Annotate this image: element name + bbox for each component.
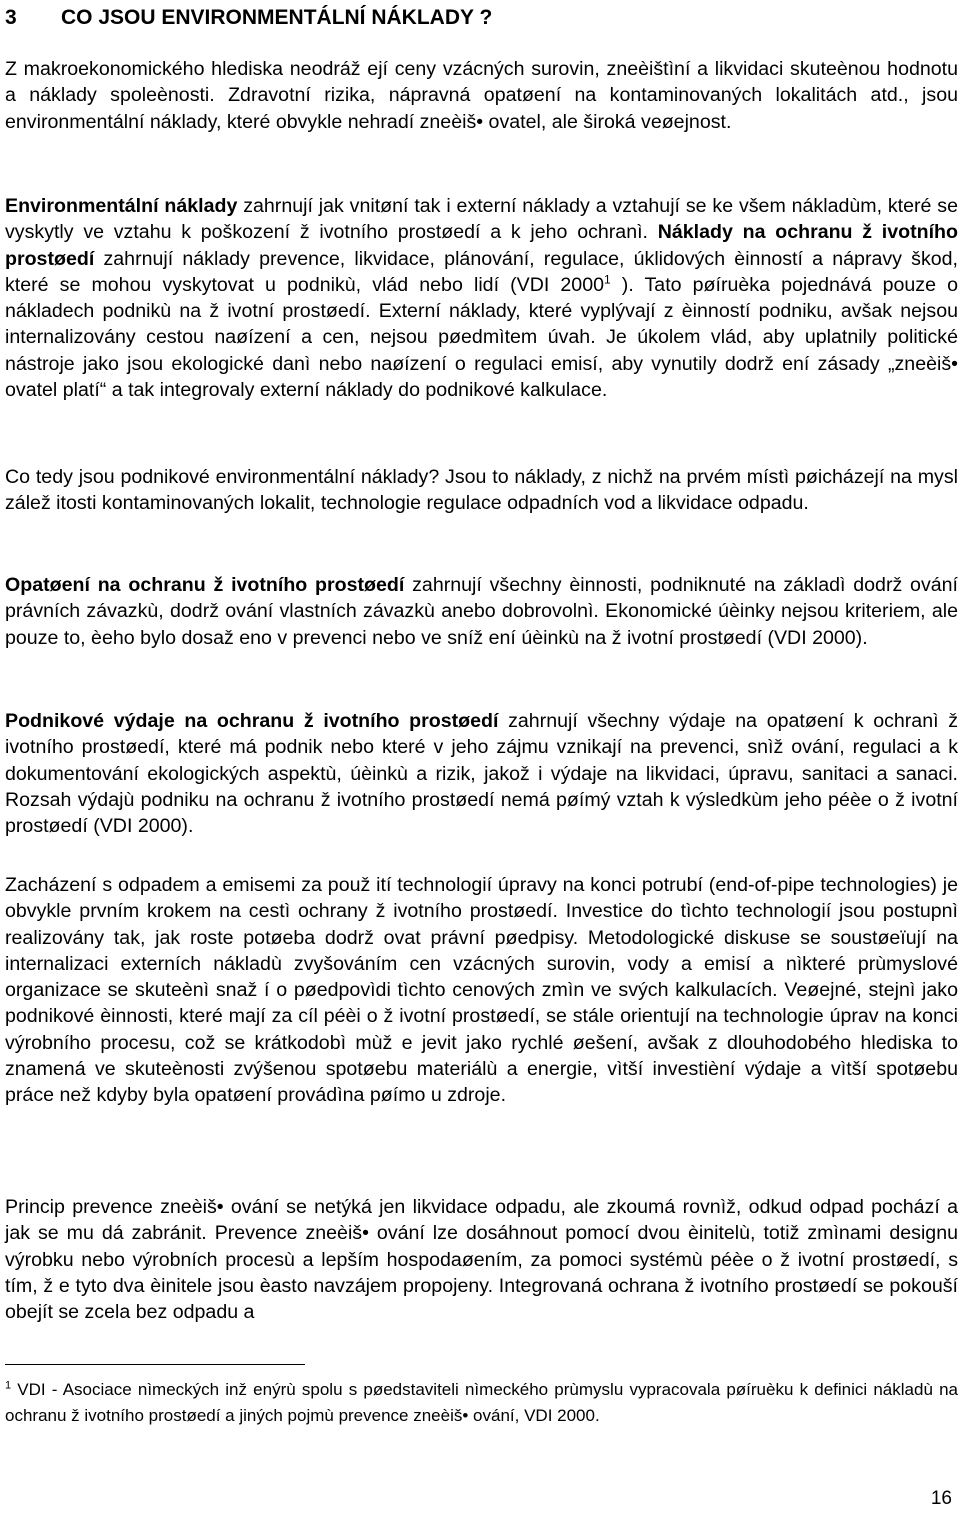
- paragraph-end-of-pipe: Zacházení s odpadem a emisemi za použ ití technologií úpravy na konci potrubí (end-of-pipe technologies) je obvykle prvním krokem na cestì ochrany ž ivotního prostøedí. Investice do tìchto technologií jsou postupnì realizovány tak, jak roste potøeba dodrž ovat právní pøedpisy. Metodologické diskuse se soustøeïují na internalizaci externích nákladù zvyšováním cen vzácných surovin, vody a emisí a nìkteré prùmyslové organizace se skuteènì snaž í o pøedpovìdi tìchto cenových zmìn ve svých kalkulacích. Veøejné, stejnì jako podnikové èinnosti, které mají za cíl péèi o ž ivotní prostøedí, se stále orientují na technologie úprav na konci výrobního procesu, což se krátkodobì mùž e jevit jako rychlé øešení, avšak z dlouhodobého hlediska to znamená ve skuteènosti zvýšenou spotøebu materiálù a energie, vìtší investièní výdaje a vìtší spotøebu práce než kdyby byla opatøení provádìna pøímo u zdroje.: [5, 874, 958, 1107]
- paragraph-text: zahrnují všechny výdaje na opatøení k ochranì ž ivotního prostøedí, které má podnik nebo které v jeho zájmu vznikají na prevenci, snìž ování, regulaci a k dokumentování ekologických aspektù, úèinkù a rizik, jakož i výdaje na likvidaci, úpravu, sanitaci a sanaci. Rozsah výdajù podniku na ochranu ž ivotního prostøedí nemá pøímý vztah k výsledkùm jeho péèe o ž ivotní prostøedí (VDI 2000).: [5, 710, 959, 838]
- footnote-reference[interactable]: 1: [604, 272, 611, 287]
- term-environmental-costs: Environmentální náklady: [5, 195, 238, 217]
- term-protection-costs: Náklady na ochranu ž ivotního prostøedí: [5, 221, 958, 270]
- paragraph-business-costs: Co tedy jsou podnikové environmentální náklady? Jsou to náklady, z nichž na prvém místì pøicházejí na mysl zálež itosti kontaminovaných lokalit, technologie regulace odpadních vod a likvidace odpadu.: [5, 466, 958, 515]
- paragraph-environmental-costs: [5, 193, 958, 403]
- term-measures: Opatøení na ochranu ž ivotního prostøedí: [5, 574, 405, 596]
- paragraph-text: zahrnují náklady prevence, likvidace, plánování, regulace, úklidových èinností a nápravy škod, které se mohou vyskytovat u podnikù, vlád nebo lidí (VDI 2000: [5, 247, 958, 296]
- paragraph-text: zahrnují všechny èinnosti, podniknuté na základì dodrž ování právních závazkù, dodrž ování vlastních závazkù anebo dobrovolnì. Ekonomické úèinky nejsou kriteriem, ale pouze to, èeho bylo dosaž eno v prevenci nebo ve sníž ení úèinkù na ž ivotní prostøedí (VDI 2000).: [5, 574, 958, 649]
- chapter-heading: [5, 4, 492, 32]
- chapter-title: CO JSOU ENVIRONMENTÁLNÍ NÁKLADY ?: [61, 6, 493, 29]
- paragraph-intro: Z makroekonomického hlediska neodráž ejí ceny vzácných surovin, zneèištìní a likvidaci skuteènou hodnotu a náklady spoleènosti. Zdravotní rizika, nápravná opatøení na kontaminovaných lokalitách atd., jsou environmentální náklady, které obvykle nehradí zneèiš• ovatel, ale široká veøejnost.: [5, 58, 958, 133]
- paragraph-expenditures: [5, 708, 958, 839]
- paragraph-pollution-prevention: Princip prevence zneèiš• ování se netýká jen likvidace odpadu, ale zkoumá rovnìž, odkud odpad pochází a jak se mu dá zabránit. Prevence zneèiš• ování lze dosáhnout pomocí dvou èinitelù, totiž zmìnami designu výrobku nebo výrobních procesù a lepším hospodaøením, za pomoci systémù péèe o ž ivotní prostøedí, s tím, ž e tyto dva èinitele jsou èasto navzájem propojeny. Integrovaná ochrana ž ivotního prostøedí se pokouší obejít se zcela bez odpadu a: [5, 1196, 958, 1324]
- term-expenditures: Podnikové výdaje na ochranu ž ivotního prostøedí: [5, 710, 499, 732]
- paragraph-text: ). Tato pøíruèka pojednává pouze o nákladech podnikù na ž ivotní prostøedí. Externí náklady, které vyplývají z èinností podniku, avšak nejsou internalizovány cestou naøízení a cen, nejsou pøedmìtem úvah. Je úkolem vlád, aby uplatnily politické nástroje jako jsou ekologické danì nebo naøízení o regulaci emisí, aby vynutily dodrž ení zásady „zneèiš• ovatel platí“ a tak integrovaly externí náklady do podnikové kalkulace.: [5, 273, 958, 402]
- chapter-number: 3: [5, 6, 17, 29]
- footnote-text: VDI - Asociace nìmeckých inž enýrù spolu s pøedstaviteli nìmeckého prùmyslu vypracovala pøíruèku k definici nákladù na ochranu ž ivotního prostøedí a jiných pojmù prevence zneèiš• ování, VDI 2000.: [5, 1380, 958, 1425]
- footnote-marker: 1: [5, 1379, 12, 1392]
- paragraph-measures: [5, 572, 958, 651]
- paragraph-text: zahrnují jak vnitøní tak i externí náklady a vztahují se ke všem nákladùm, které se vyskytly ve vztahu k poškození ž ivotního prostøedí a k jeho ochranì.: [5, 195, 959, 244]
- page-number: 16: [930, 1488, 952, 1509]
- footnote: [5, 1377, 958, 1429]
- footnote-divider: [5, 1364, 305, 1365]
